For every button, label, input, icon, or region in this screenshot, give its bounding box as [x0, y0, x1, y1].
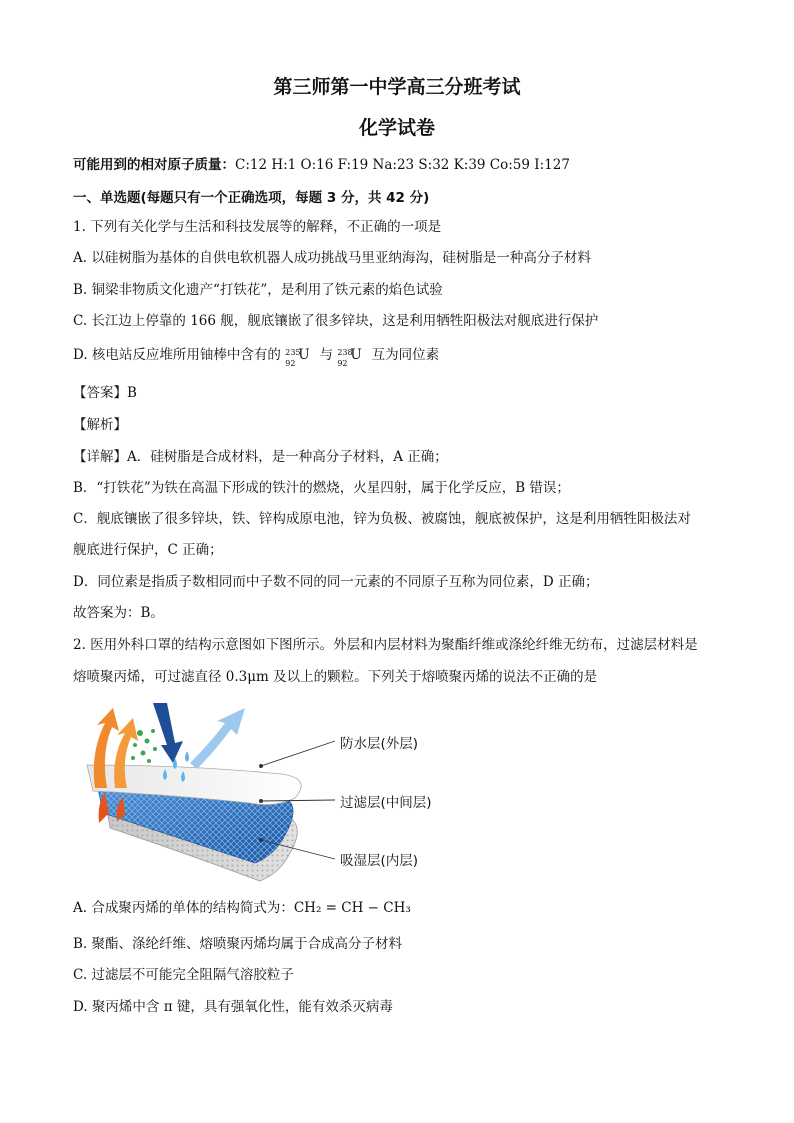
isotope-u235 [285, 346, 315, 368]
isotope-u235-mass: 235 [285, 348, 301, 357]
q2-option-b: B. 聚酯、涤纶纤维、熔喷聚丙烯均属于合成高分子材料 [73, 936, 403, 952]
q1-analysis-label: 【解析】 [73, 417, 127, 433]
leader-line-outer [261, 741, 335, 766]
q1-option-d-suffix: 互为同位素 [371, 347, 440, 363]
q1-stem: 1. 下列有关化学与生活和科技发展等的解释，不正确的一项是 [73, 219, 442, 235]
q1-detail-1: 【详解】A．硅树脂是合成材料，是一种高分子材料，A 正确； [73, 449, 448, 465]
q2-option-c: C. 过滤层不可能完全阻隔气溶胶粒子 [73, 967, 294, 983]
isotope-u238-mass: 238 [337, 348, 353, 357]
q1-conclusion: 故答案为：B。 [73, 605, 164, 621]
isotope-u235-symbol: U [298, 347, 310, 363]
q1-detail-5: D．同位素是指质子数相同而中子数不同的同一元素的不同原子互称为同位素，D 正确； [73, 574, 599, 590]
q1-option-d-connector: 与 [319, 347, 334, 363]
exam-title: 第三师第一中学高三分班考试 [273, 76, 521, 98]
q2-stem-line1: 2. 医用外科口罩的结构示意图如下图所示。外层和内层材料为聚酯纤维或涤纶纤维无纺布，过滤层材料是 [73, 637, 698, 653]
light-blue-arrow-icon [190, 708, 245, 769]
q1-detail-4: 舰底进行保护，C 正确； [73, 542, 223, 558]
isotope-u238-atomic-number: 92 [337, 359, 348, 368]
q1-answer: 【答案】B [73, 385, 137, 401]
q1-option-d-prefix: D. 核电站反应堆所用铀棒中含有的 [73, 347, 281, 363]
isotope-u235-atomic-number: 92 [285, 359, 296, 368]
q2-option-d: D. 聚丙烯中含 π 键，具有强氧化性，能有效杀灭病毒 [73, 999, 393, 1015]
isotope-u238-symbol: U [350, 347, 362, 363]
section-heading: 一、单选题(每题只有一个正确选项，每题 3 分，共 42 分) [73, 190, 430, 206]
q1-detail-2: B．“打铁花”为铁在高温下形成的铁汁的燃烧，火星四射，属于化学反应，B 错误； [73, 480, 570, 496]
atomic-mass-values: C:12 H:1 O:16 F:19 Na:23 S:32 K:39 Co:59 I:127 [235, 157, 570, 173]
q1-option-b: B. 铜梁非物质文化遗产“打铁花”，是利用了铁元素的焰色试验 [73, 282, 443, 298]
q1-detail-3: C．舰底镶嵌了很多锌块，铁、锌构成原电池，锌为负极、被腐蚀，舰底被保护，这是利用牺牲阳极法对 [73, 511, 691, 527]
dark-blue-arrow-icon [153, 703, 183, 763]
q2-stem-line2: 熔喷聚丙烯，可过滤直径 0.3μm 及以上的颗粒。下列关于熔喷聚丙烯的说法不正确的是 [73, 669, 598, 685]
label-filter-layer: 过滤层(中间层) [340, 795, 432, 811]
mask-structure-figure [75, 703, 455, 883]
q1-option-c: C. 长江边上停靠的 166 舰，舰底镶嵌了很多锌块，这是利用牺牲阳极法对舰底进行保护 [73, 313, 599, 329]
q2-option-a-text: A. 合成聚丙烯的单体的结构简式为： [73, 900, 294, 916]
isotope-u238 [337, 346, 367, 368]
q1-option-d [73, 346, 440, 368]
q1-option-a: A. 以硅树脂为基体的自供电软机器人成功挑战马里亚纳海沟，硅树脂是一种高分子材料 [73, 250, 591, 266]
label-waterproof-layer: 防水层(外层) [340, 736, 419, 752]
q2-option-a [73, 899, 411, 917]
propylene-formula: CH₂ = CH − CH₃ [293, 900, 411, 916]
atomic-mass-label: 可能用到的相对原子质量： [73, 157, 235, 173]
subject-title: 化学试卷 [358, 117, 435, 139]
atomic-mass-line [73, 156, 570, 174]
label-absorbent-layer: 吸湿层(内层) [340, 853, 419, 869]
